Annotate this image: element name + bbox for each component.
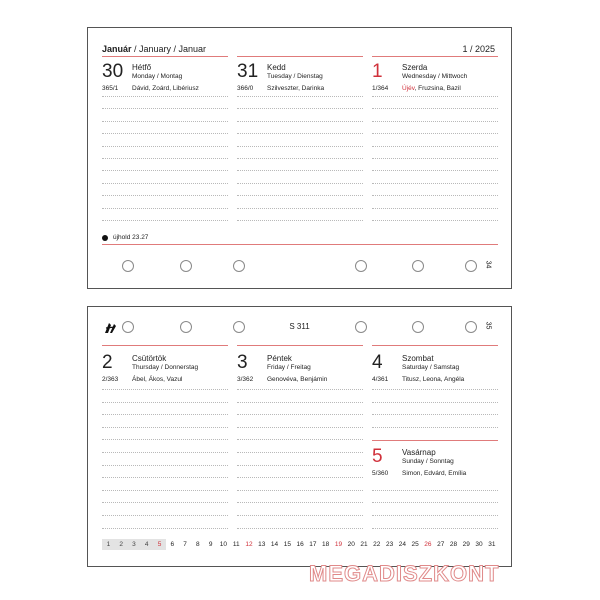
new-moon-icon <box>102 235 108 241</box>
page-number: 34 <box>484 260 492 269</box>
writing-line <box>102 452 228 453</box>
writing-line <box>102 502 228 503</box>
writing-line <box>102 414 228 415</box>
writing-line <box>372 195 498 196</box>
ring-hole <box>465 321 477 333</box>
date-cell: 28 <box>449 541 458 548</box>
writing-line <box>237 439 363 440</box>
writing-line <box>237 477 363 478</box>
writing-line <box>372 208 498 209</box>
date-cell: 12 <box>245 541 253 548</box>
writing-line <box>102 220 228 221</box>
writing-line <box>372 108 498 109</box>
writing-line <box>237 183 363 184</box>
writing-line <box>102 158 228 159</box>
week-label: 1 / 2025 <box>462 44 495 54</box>
day-block[interactable]: 30 Hétfő Monday / Montag 365/1 Dávid, Zoárd, Libériusz <box>102 61 199 92</box>
day-block[interactable]: 31 Kedd Tuesday / Dienstag 366/0 Szilveszter, Darinka <box>237 61 325 92</box>
writing-line <box>237 452 363 453</box>
writing-line <box>102 208 228 209</box>
writing-line <box>102 402 228 403</box>
day-block[interactable]: 5 Vasárnap Sunday / Sonntag 5/360 Simon, Edvárd, Emília <box>372 446 467 477</box>
writing-line <box>237 414 363 415</box>
ring-hole <box>355 260 367 272</box>
date-cell: 13 <box>258 541 266 548</box>
writing-line <box>102 108 228 109</box>
writing-line <box>102 121 228 122</box>
date-cell: 8 <box>196 541 200 548</box>
writing-line <box>372 121 498 122</box>
product-code: S 311 <box>289 322 310 331</box>
ring-hole <box>465 260 477 272</box>
date-cell: 15 <box>283 541 291 548</box>
date-cell: 1 <box>102 539 115 550</box>
writing-line <box>102 183 228 184</box>
date-cell: 24 <box>398 541 406 548</box>
date-cell: 23 <box>385 541 394 548</box>
date-cell: 25 <box>411 541 419 548</box>
writing-line <box>102 477 228 478</box>
writing-line <box>102 490 228 491</box>
writing-line <box>237 133 363 134</box>
date-cell: 3 <box>128 539 141 550</box>
writing-line <box>237 465 363 466</box>
writing-line <box>372 170 498 171</box>
writing-line <box>237 490 363 491</box>
date-cell: 29 <box>462 541 470 548</box>
writing-line <box>372 220 498 221</box>
date-cell: 4 <box>140 539 153 550</box>
writing-line <box>237 158 363 159</box>
ring-hole <box>412 260 424 272</box>
writing-line <box>372 490 498 491</box>
date-cell: 7 <box>183 541 187 548</box>
date-cell: 20 <box>347 541 355 548</box>
writing-line <box>102 389 228 390</box>
date-cell: 26 <box>424 541 432 548</box>
writing-line <box>372 183 498 184</box>
writing-line <box>372 402 498 403</box>
day-block[interactable]: 3 Péntek Friday / Freitag 3/362 Genovéva, Benjámin <box>237 352 328 383</box>
writing-line <box>102 439 228 440</box>
writing-line <box>102 96 228 97</box>
ring-hole <box>233 260 245 272</box>
writing-line <box>237 502 363 503</box>
writing-line <box>372 96 498 97</box>
ring-hole <box>180 260 192 272</box>
writing-line <box>372 133 498 134</box>
watermark: MEGADISZKONT <box>309 561 500 586</box>
ring-hole <box>122 260 134 272</box>
writing-line <box>237 515 363 516</box>
date-cell: 22 <box>373 541 381 548</box>
day-block[interactable]: 1 Szerda Wednesday / Mittwoch 1/364 Újév, Fruzsina, Bazil <box>372 61 468 92</box>
date-cell: 14 <box>270 541 279 548</box>
writing-line <box>372 528 498 529</box>
writing-line <box>237 195 363 196</box>
date-cell: 19 <box>334 541 343 548</box>
writing-line <box>237 96 363 97</box>
moon-phase: újhold 23.27 <box>102 234 148 241</box>
writing-line <box>372 502 498 503</box>
date-cell: 30 <box>475 541 483 548</box>
day-block[interactable]: 4 Szombat Saturday / Samstag 4/361 Titusz, Leona, Angéla <box>372 352 465 383</box>
writing-line <box>237 220 363 221</box>
date-cell: 5 <box>153 539 166 550</box>
ring-hole <box>412 321 424 333</box>
planner-page-bottom <box>87 306 512 567</box>
month-date-strip <box>102 539 498 550</box>
page-number: 35 <box>484 321 492 330</box>
writing-line <box>237 108 363 109</box>
date-cell: 9 <box>208 541 213 548</box>
writing-line <box>102 195 228 196</box>
writing-line <box>237 146 363 147</box>
date-cell: 16 <box>296 541 304 548</box>
writing-line <box>102 465 228 466</box>
writing-line <box>237 528 363 529</box>
writing-line <box>102 170 228 171</box>
writing-line <box>102 133 228 134</box>
month-title: Január / January / Januar <box>102 44 207 54</box>
date-cell: 18 <box>322 541 330 548</box>
date-cell: 11 <box>232 541 240 548</box>
writing-line <box>237 170 363 171</box>
ring-hole <box>355 321 367 333</box>
writing-line <box>237 427 363 428</box>
writing-line <box>372 158 498 159</box>
writing-line <box>372 414 498 415</box>
date-cell: 10 <box>219 541 228 548</box>
writing-line <box>102 528 228 529</box>
writing-line <box>372 146 498 147</box>
writing-line <box>372 515 498 516</box>
writing-line <box>237 121 363 122</box>
writing-line <box>237 208 363 209</box>
day-block[interactable]: 2 Csütörtök Thursday / Donnerstag 2/363 Ábel, Ákos, Vazul <box>102 352 199 383</box>
date-cell: 2 <box>115 539 128 550</box>
date-cell: 31 <box>488 541 496 548</box>
date-cell: 21 <box>360 541 368 548</box>
date-cell: 17 <box>309 541 317 548</box>
date-cell: 27 <box>437 541 445 548</box>
date-cell: 6 <box>170 541 175 548</box>
planner-page-top <box>87 27 512 289</box>
writing-line <box>102 146 228 147</box>
writing-line <box>372 427 498 428</box>
writing-line <box>237 389 363 390</box>
writing-line <box>102 515 228 516</box>
writing-line <box>372 389 498 390</box>
writing-line <box>102 427 228 428</box>
writing-line <box>237 402 363 403</box>
